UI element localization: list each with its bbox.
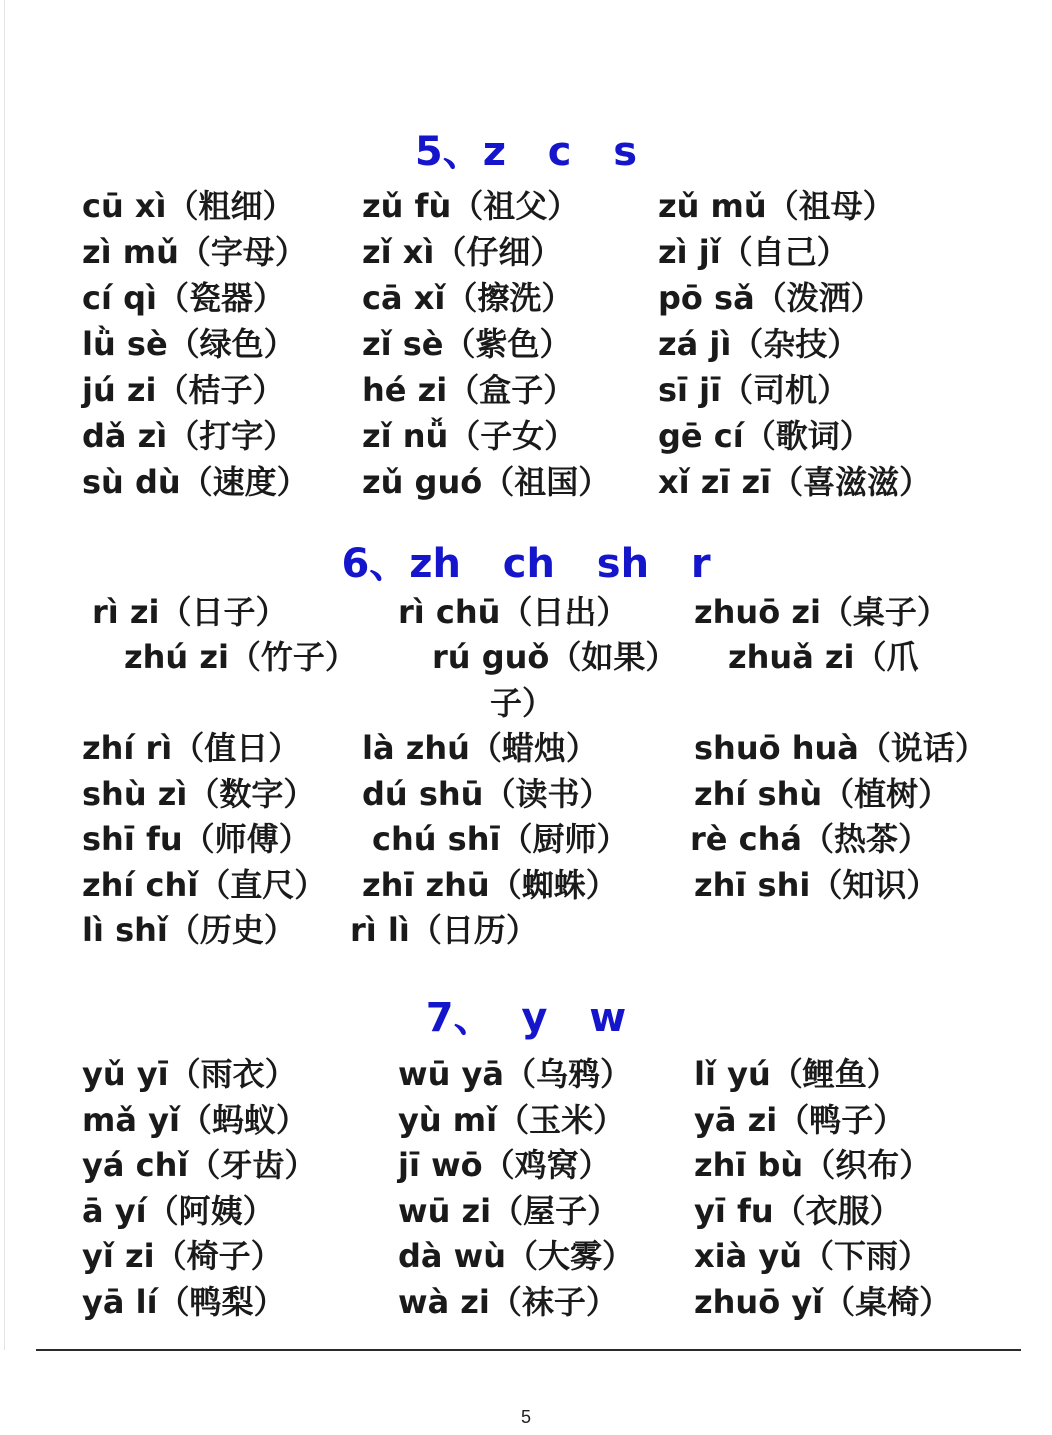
section-6-entry: zhí chǐ（直尺） — [82, 866, 327, 904]
section-7-entry: wū yā（乌鸦） — [398, 1055, 632, 1093]
section-7-entry: zhī bù（织布） — [694, 1146, 932, 1184]
section-6-entry: shī fu（师傅） — [82, 820, 311, 858]
section-6-entry: 子） — [490, 684, 555, 722]
section-5-entry: zǐ xì（仔细） — [362, 233, 563, 271]
section-5-entry: zǔ mǔ（祖母） — [658, 187, 895, 225]
page-number: 5 — [520, 1407, 531, 1427]
section-5-entry: sù dù（速度） — [82, 463, 309, 501]
section-7-entry: wà zi（袜子） — [398, 1283, 618, 1321]
section-7-entry: yī fu（衣服） — [694, 1192, 902, 1230]
section-7-entry: yǐ zi（椅子） — [82, 1237, 283, 1275]
section-7-entry: dà wù（大雾） — [398, 1237, 634, 1275]
section-6-entry: shuō huà（说话） — [694, 729, 987, 767]
section-6-entry: là zhú（蜡烛） — [362, 729, 598, 767]
section-6-entry: lì shǐ（历史） — [82, 911, 296, 949]
footer-divider — [36, 1349, 1021, 1351]
section-5-entry: cū xì（粗细） — [82, 187, 295, 225]
section-5-entry: jú zi（桔子） — [82, 371, 285, 409]
section-6-entry: dú shū（读书） — [362, 775, 612, 813]
section-7-entry: yā lí（鸭梨） — [82, 1283, 286, 1321]
left-edge-line — [4, 0, 5, 1350]
section-7-entry: yá chǐ（牙齿） — [82, 1146, 317, 1184]
section-7-entry: jī wō（鸡窝） — [398, 1146, 611, 1184]
section-7-entry: wū zi（屋子） — [398, 1192, 620, 1230]
section-7-entry: zhuō yǐ（桌椅） — [694, 1283, 952, 1321]
section-6-entry: rè chá（热茶） — [690, 820, 930, 858]
section-5-entry: zǔ fù（祖父） — [362, 187, 580, 225]
section-5-entry: cā xǐ（擦洗） — [362, 279, 574, 317]
section-5-entry: hé zi（盒子） — [362, 371, 576, 409]
section-5-entry: xǐ zī zī（喜滋滋） — [658, 463, 932, 501]
section-5-entry: zǐ nǚ（子女） — [362, 417, 577, 455]
section-5-entry: zá jì（杂技） — [658, 325, 860, 363]
section-5-heading: 5、z c s — [414, 129, 638, 175]
section-7-entry: lǐ yú（鲤鱼） — [694, 1055, 899, 1093]
section-6-entry: chú shī（厨师） — [372, 820, 629, 858]
section-7-entry: yǔ yī（雨衣） — [82, 1055, 297, 1093]
section-6-entry: rú guǒ（如果） — [432, 638, 678, 676]
section-5-entry: gē cí（歌词） — [658, 417, 872, 455]
section-6-entry: zhī zhū（蜘蛛） — [362, 866, 618, 904]
section-6-entry: rì zi（日子） — [92, 593, 288, 631]
section-6-entry: zhuō zi（桌子） — [694, 593, 949, 631]
section-6-entry: shù zì（数字） — [82, 775, 316, 813]
section-7-entry: mǎ yǐ（蚂蚁） — [82, 1101, 308, 1139]
section-7-entry: xià yǔ（下雨） — [694, 1237, 930, 1275]
section-5-entry: sī jī（司机） — [658, 371, 850, 409]
section-6-entry: zhī shi（知识） — [694, 866, 939, 904]
section-6-heading: 6、zh ch sh r — [341, 541, 711, 587]
section-6-entry: zhú zi（竹子） — [124, 638, 357, 676]
section-7-heading: 7、 y w — [425, 995, 627, 1041]
section-5-entry: zǔ guó（祖国） — [362, 463, 611, 501]
section-5-entry: cí qì（瓷器） — [82, 279, 285, 317]
section-5-entry: pō sǎ（泼洒） — [658, 279, 883, 317]
section-6-entry: zhí shù（植树） — [694, 775, 951, 813]
section-5-entry: zǐ sè（紫色） — [362, 325, 572, 363]
section-7-entry: ā yí（阿姨） — [82, 1192, 275, 1230]
section-5-entry: zì jǐ（自己） — [658, 233, 849, 271]
section-7-entry: yā zi（鸭子） — [694, 1101, 906, 1139]
section-5-entry: dǎ zì（打字） — [82, 417, 296, 455]
section-6-entry: rì chū（日出） — [398, 593, 629, 631]
section-7-entry: yù mǐ（玉米） — [398, 1101, 626, 1139]
section-6-entry: zhuǎ zi（爪 — [728, 638, 919, 676]
section-5-entry: zì mǔ（字母） — [82, 233, 307, 271]
section-6-entry: rì lì（日历） — [350, 911, 538, 949]
section-5-entry: lǜ sè（绿色） — [82, 325, 296, 363]
section-6-entry: zhí rì（值日） — [82, 729, 301, 767]
